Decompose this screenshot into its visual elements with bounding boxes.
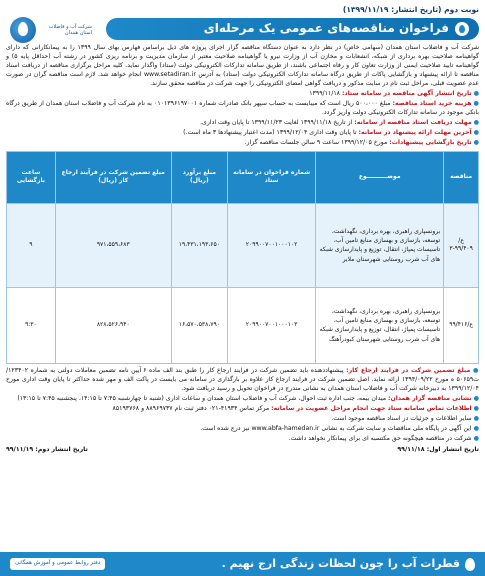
notes	[6, 367, 479, 444]
logo-text: شرکت آب و فاضلاب استان همدان	[48, 24, 92, 36]
item-document-fee: ● هزینه خرید اسناد مناقصه: مبلغ ۵۰۰،۰۰۰ ریال است که میبایست به حساب سپهر بانک صادرات شماره ۰۱۰۱۳۹۶۱۹۷۰۰۱ به نام شرکت آب و فاضلاب استان همدان از طریق درگاه بانکی موجود در سامانه تدارکات الکترونیکی دولت واریز گردد.	[6, 99, 479, 116]
table-row	[7, 203, 479, 287]
cell-subject: برونسپاری راهبری، بهره برداری، نگهداشت، توسعه، بازسازی و بهسازی منابع تامین آب، تاسیسات پمپاژ، انتقال، توزیع و پایدارسازی شبکه های آب شرب روستایی شهرستان ملایر	[316, 203, 444, 287]
col-tender: مناقصه	[444, 151, 479, 203]
note-more-info: ● سایر اطلاعات و جزئیات در اسناد مناقصه موجود است.	[331, 414, 479, 422]
cell-estimate: ۱۹،۴۳۱،۱۹۳،۶۵۰	[171, 203, 227, 287]
note-address: ● نشانی مناقصه گزار همدان: میدان بیمه، جنب اداره ثبت احوال، شرکت آب و فاضلاب استان همدان و ساعات اداری (شنبه تا چهارشنبه ۷:۴۵ تا ۱۴:۱۵، پنجشنبه ۷:۴۵ تا ۱۳:۱۵)	[17, 394, 479, 402]
cell-subject: برونسپاری راهبری، بهره برداری، نگهداشت، توسعه، بازسازی و بهسازی منابع تامین آب، تاسیسات پمپاژ، انتقال، توزیع و پایدارسازی شبکه های آب شرب روستایی شهرستان کبودرآهنگ	[316, 287, 444, 363]
cell-opening-time: ۹	[7, 203, 56, 287]
footer-banner	[0, 552, 485, 576]
note-published: ● این آگهی در پایگاه ملی مناقصات و سایت شرکت به نشانی www.abfa-hamedan.ir نیز درج شده است.	[200, 424, 479, 432]
note-no-right: ● شرکت در مناقصه هیچگونه حق مکتسبه ای برای پیمانکار نخواهد داشت.	[288, 434, 479, 442]
intro-text: شرکت آب و فاضلاب استان همدان (سهامی خاص) در نظر دارد به عنوان دستگاه مناقصه گزار اجرای پروژه های ذیل براساس فهارس بهای سال ۱۳۹۹ را به پیمانکارانی که دارای گواهینامه صلاحیت بهره برداری از شبکه، انشعابات و مخازن آب از وزارت نیرو یا گواهینامه صلاحیت معتبر از سازمان مدیریت و برنامه ریزی کشور در رشته آب (حداقل پایه ۵) و گواهینامه تایید صلاحیت ایمنی از وزارت تعاون کار و رفاه اجتماعی باشند، از طریق سامانه تدارکات الکترونیکی دولت (ستاد) واگذار نماید. کلیه مراحل برگزاری مناقصه از دریافت اسناد مناقصه تا ارائه پیشنهاد و بازگشایی پاکات از طریق درگاه سامانه تدارکات الکترونیکی دولت (ستاد) به آدرس www.setadiran.ir انجام خواهد شد. لازم است مناقصه گران در صورت عدم عضویت قبلی، مراحل ثبت نام در سایت مذکور و دریافت گواهی امضای الکترونیکی را جهت شرکت در مناقصه محقق سازند.	[6, 44, 479, 87]
note-guarantee: ● مبلغ تضمین شرکت در فرایند ارجاع کار: پیشنهاددهنده باید تضمین شرکت در فرایند ارجاع کار را طبق بند الف ماده ۶ آیین نامه تضمین معاملات دولتی به شماره ۱۲۳۴۰۲/ت۵۰۶۵۹ ه مورخ ۱۳۹۴/۰۹/۲۲ ارائه نماید. اصل تضمین شرکت در فرایند ارجاع کار علاوه بر بارگذاری در سامانه می بایست در پاکت الف و مهر شده حداکثر تا پایان وقت اداری مورخ ۱۳۹۹/۱۲/۰۴ به دبیرخانه شرکت آب و فاضلاب استان همدان به نشانی مندرج در فراخوان تحویل و رسید دریافت شود.	[6, 366, 479, 392]
cell-tender: ع/۹۹/۴۱۶	[444, 287, 479, 363]
water-drop-logo-icon	[10, 17, 36, 43]
publication-info: نوبت دوم (تاریخ انتشار: ۱۳۹۹/۱۱/۱۹)	[342, 4, 479, 14]
publication-dates	[6, 446, 479, 455]
cell-guarantee: ۸۲۸،۵۲۶،۹۴۰	[55, 287, 171, 363]
item-receive-deadline: ● مهلت دریافت اسناد مناقصه از سامانه: از تاریخ ۱۳۹۹/۱۱/۱۸ لغایت ۱۳۹۹/۱۱/۲۳ تا پایان وقت اداری.	[200, 118, 479, 126]
cell-opening-time: ۹:۳۰	[7, 287, 56, 363]
cell-guarantee: ۹۷۱،۵۵۹،۶۸۳	[55, 203, 171, 287]
page-title: فراخوان مناقصه‌های عمومی یک مرحله‌ای	[203, 21, 449, 36]
company-logo	[10, 12, 94, 48]
second-publish-date: تاریخ انتشار دوم: ۹۹/۱۱/۱۹	[6, 445, 88, 453]
first-publish-date: تاریخ انتشار اول: ۹۹/۱۱/۱۸	[397, 445, 479, 453]
note-contact: ● اطلاعات تماس سامانه ستاد جهت انجام مراحل عضویت در سامانه: مرکز تماس ۴۱۹۳۴-۰۲۱ دفتر ثبت نام ۸۸۹۶۹۷۳۷ و ۸۵۱۹۳۷۶۸	[112, 404, 479, 412]
item-submit-deadline: ● آخرین مهلت ارائه پیشنهاد در سامانه: تا پایان وقت اداری ۱۳۹۹/۱۲/۰۴ (مدت اعتبار پیشنهادها ۳ ماه است.)	[183, 128, 479, 136]
title-bar	[106, 18, 479, 40]
footer-slogan: قطرات آب را چون لحظات زندگی ارج نهیم .	[222, 556, 475, 572]
tender-table	[6, 151, 479, 364]
table-header-row	[7, 151, 479, 203]
water-drop-icon	[465, 558, 475, 571]
col-guarantee: مبلغ تضمین شرکت در فرآیند ارجاع کار (ریال)	[55, 151, 171, 203]
item-publish-date: ● تاریخ انتشار آگهی مناقصه در سامانه ستاد: ۱۳۹۹/۱۱/۱۸	[309, 89, 479, 97]
cell-call-number: ۲۰۹۹۰۰۷۰۰۱۰۰۰۱۰۲	[228, 203, 316, 287]
footer-office: دفتر روابط عمومی و آموزش همگانی	[10, 558, 105, 570]
col-estimate: مبلغ برآورد (ریال)	[171, 151, 227, 203]
tender-items	[6, 90, 479, 148]
cell-call-number: ۲۰۹۹۰۰۷۰۰۱۰۰۰۱۰۳	[228, 287, 316, 363]
item-opening-date: ● تاریخ بازگشایی پیشنهادات: مورخ ۱۳۹۹/۱۲/۰۵ ساعت ۹ سالن جلسات مناقصه گزار.	[244, 138, 479, 146]
cell-estimate: ۱۶،۵۷۰،۵۳۸،۷۹۰	[171, 287, 227, 363]
col-call-number: شماره فراخوان در سامانه ستاد	[228, 151, 316, 203]
cell-tender: ع/۹۹/۴۰۹-۳	[444, 203, 479, 287]
col-subject: موضــــــــــوع	[316, 151, 444, 203]
table-row	[7, 287, 479, 363]
water-drop-icon	[455, 22, 469, 36]
col-opening-time: ساعت بازگشایی	[7, 151, 56, 203]
